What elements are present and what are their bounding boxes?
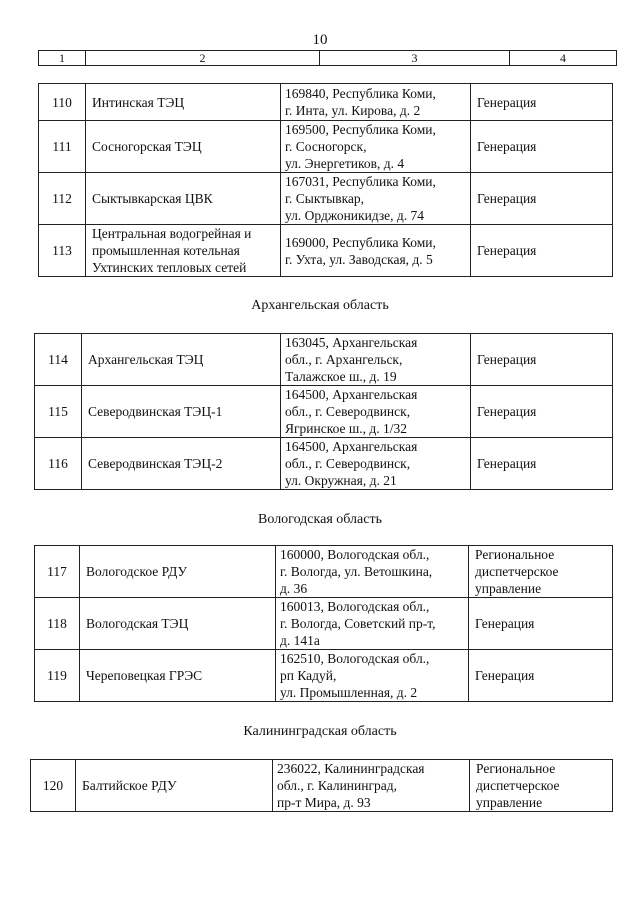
facility-activity [471, 225, 613, 277]
facility-activity [471, 173, 613, 225]
facility-activity [470, 760, 613, 812]
facility-address [276, 598, 469, 650]
facility-address-line: г. Сыктывкар, [285, 191, 365, 206]
row-number: 111 [39, 121, 86, 173]
facility-activity [469, 598, 613, 650]
facility-activity-line: Региональное [475, 547, 555, 562]
facility-activity [471, 386, 613, 438]
facility-activity-line: Генерация [477, 139, 537, 154]
facility-activity-line: Генерация [477, 94, 537, 110]
table-row [39, 173, 613, 225]
facility-name [76, 760, 273, 812]
region-heading-arkhangelsk: Архангельская область [251, 298, 389, 313]
facility-address-line: ул. Промышленная, д. 2 [280, 685, 418, 700]
facility-address [276, 546, 469, 598]
region-heading-kaliningrad: Калининградская область [243, 724, 397, 739]
facility-name [86, 84, 281, 121]
facility-address-line: обл., г. Северодвинск, [285, 404, 411, 419]
group-table-komi [38, 83, 613, 277]
facility-name-line: Северодвинская ТЭЦ-2 [88, 456, 223, 471]
facility-address [281, 225, 471, 277]
facility-address-line: 169500, Республика Коми, [285, 122, 436, 137]
column-header-table [38, 50, 617, 66]
row-number: 117 [35, 546, 80, 598]
group-table-kaliningrad [30, 759, 613, 812]
facility-address-line: 169000, Республика Коми, [285, 234, 436, 250]
facility-name [80, 598, 276, 650]
column-header-2: 2 [86, 51, 320, 66]
facility-activity-line: управление [476, 795, 543, 810]
facility-address-line: обл., г. Архангельск, [285, 352, 403, 367]
table-row [35, 650, 613, 702]
facility-address-line: Ягринское ш., д. 1/32 [285, 421, 408, 436]
facility-activity-line: Генерация [477, 404, 537, 419]
facility-activity-line: управление [475, 581, 542, 596]
facility-name-line: Сыктывкарская ЦВК [92, 191, 213, 206]
facility-activity [471, 121, 613, 173]
row-number: 119 [35, 650, 80, 702]
facility-address-line: 163045, Архангельская [285, 335, 418, 350]
table-row [39, 84, 613, 121]
row-number: 115 [35, 386, 82, 438]
column-header-row [39, 51, 617, 66]
row-number: 112 [39, 173, 86, 225]
facility-activity [471, 84, 613, 121]
facility-address-line: 167031, Республика Коми, [285, 174, 436, 189]
column-header-4: 4 [510, 51, 617, 66]
facility-address-line: рп Кадуй, [280, 668, 337, 683]
table-row [39, 121, 613, 173]
facility-activity-line: диспетчерское [475, 564, 559, 579]
facility-address [281, 121, 471, 173]
facility-activity-line: Генерация [477, 456, 537, 471]
row-number: 116 [35, 438, 82, 490]
region-heading-vologda: Вологодская область [258, 512, 382, 527]
facility-name [86, 225, 281, 277]
facility-name [82, 386, 281, 438]
facility-address-line: ул. Энергетиков, д. 4 [285, 156, 405, 171]
facility-activity [471, 334, 613, 386]
facility-address-line: обл., г. Северодвинск, [285, 456, 411, 471]
facility-address-line: 160013, Вологодская обл., [280, 599, 430, 614]
facility-address [276, 650, 469, 702]
facility-activity [471, 438, 613, 490]
table-row [35, 438, 613, 490]
facility-address-line: г. Вологда, ул. Ветошкина, [280, 564, 433, 579]
facility-address-line: ул. Окружная, д. 21 [285, 473, 397, 488]
facility-name-line: Центральная водогрейная и [92, 226, 252, 241]
row-number: 113 [39, 225, 86, 277]
facility-address-line: д. 36 [280, 581, 308, 596]
facility-address-line: пр-т Мира, д. 93 [277, 795, 371, 810]
facility-address-line: ул. Орджоникидзе, д. 74 [285, 208, 425, 223]
facility-address-line: 162510, Вологодская обл., [280, 651, 430, 666]
facility-name-line: Ухтинских тепловых сетей [92, 260, 247, 275]
facility-name [80, 650, 276, 702]
facility-address-line: 160000, Вологодская обл., [280, 547, 430, 562]
facility-activity-line: диспетчерское [476, 778, 560, 793]
facility-name-line: Череповецкая ГРЭС [86, 668, 203, 683]
facility-address-line: г. Сосногорск, [285, 139, 367, 154]
facility-address [273, 760, 470, 812]
table-row [35, 334, 613, 386]
group-table-vologda [34, 545, 613, 702]
group-table-arkhangelsk [34, 333, 613, 490]
facility-address-line: 236022, Калининградская [277, 761, 425, 776]
facility-name-line: Архангельская ТЭЦ [88, 352, 204, 367]
facility-address [281, 438, 471, 490]
facility-name [86, 121, 281, 173]
facility-name-line: промышленная котельная [92, 243, 240, 258]
facility-address [281, 386, 471, 438]
facility-activity-line: Генерация [477, 243, 537, 258]
facility-address-line: обл., г. Калининград, [277, 778, 398, 793]
table-row [31, 760, 613, 812]
facility-address-line: г. Вологда, Советский пр-т, [280, 616, 436, 631]
facility-activity [469, 650, 613, 702]
facility-activity-line: Генерация [475, 616, 535, 631]
table-row [39, 225, 613, 277]
facility-address [281, 173, 471, 225]
facility-address-line: Талажское ш., д. 19 [285, 369, 397, 384]
facility-name [82, 334, 281, 386]
column-header-3: 3 [320, 51, 510, 66]
facility-name-line: Северодвинская ТЭЦ-1 [88, 404, 223, 419]
row-number: 118 [35, 598, 80, 650]
table-row [35, 386, 613, 438]
facility-name-line: Вологодское РДУ [86, 564, 188, 579]
facility-name [82, 438, 281, 490]
row-number: 110 [39, 84, 86, 121]
facility-activity-line: Региональное [476, 761, 556, 776]
facility-name-line: Вологодская ТЭЦ [86, 616, 189, 631]
facility-activity-line: Генерация [477, 191, 537, 206]
facility-address-line: д. 141а [280, 633, 320, 648]
facility-name [80, 546, 276, 598]
facility-address-line: 164500, Архангельская [285, 387, 418, 402]
facility-address [281, 334, 471, 386]
page-number: 10 [312, 32, 328, 48]
facility-address-line: 164500, Архангельская [285, 439, 418, 454]
table-row [35, 546, 613, 598]
row-number: 120 [31, 760, 76, 812]
facility-address-line: г. Инта, ул. Кирова, д. 2 [285, 103, 421, 118]
facility-address [281, 84, 471, 121]
facility-address-line: 169840, Республика Коми, [285, 86, 436, 101]
table-row [35, 598, 613, 650]
column-header-1: 1 [39, 51, 86, 66]
facility-name [86, 173, 281, 225]
facility-activity-line: Генерация [475, 668, 535, 683]
facility-name-line: Балтийское РДУ [82, 778, 177, 793]
facility-name-line: Сосногорская ТЭЦ [92, 139, 202, 154]
facility-name-line: Интинская ТЭЦ [92, 94, 185, 110]
facility-activity-line: Генерация [477, 352, 537, 367]
facility-address-line: г. Ухта, ул. Заводская, д. 5 [285, 251, 433, 267]
facility-activity [469, 546, 613, 598]
row-number: 114 [35, 334, 82, 386]
